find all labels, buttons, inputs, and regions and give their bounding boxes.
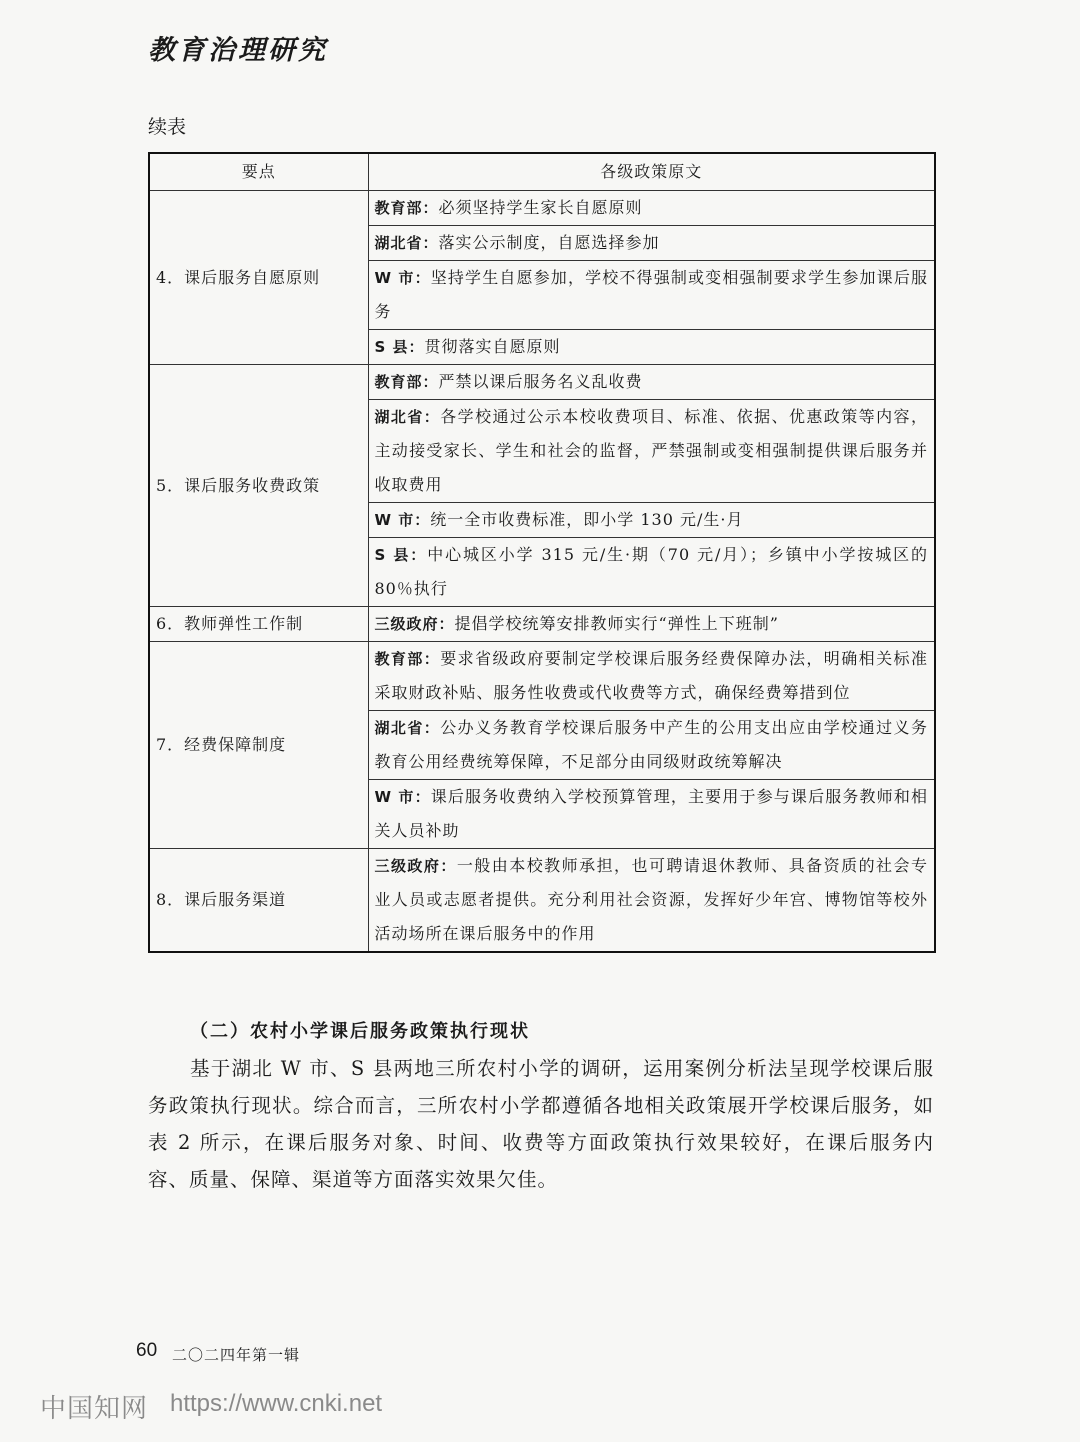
government-level: 三级政府： bbox=[374, 615, 455, 633]
table-row bbox=[149, 849, 935, 953]
policy-text: 要求省级政府要制定学校课后服务经费保障办法，明确相关标准采取财政补贴、服务性收费或代收费等方式，确保经费筹措到位 bbox=[374, 649, 928, 702]
policy-text: 中心城区小学 315 元/生·期（70 元/月）；乡镇中小学按城区的 80％执行 bbox=[374, 545, 928, 598]
policy-text: 贯彻落实自愿原则 bbox=[424, 337, 561, 356]
government-level: 湖北省： bbox=[374, 234, 439, 252]
policy-cell bbox=[368, 849, 935, 953]
government-level: 湖北省： bbox=[374, 408, 441, 426]
column-header-policy-text: 各级政策原文 bbox=[368, 153, 935, 191]
policy-cell bbox=[368, 400, 935, 503]
policy-cell bbox=[368, 780, 935, 849]
policy-text: 必须坚持学生家长自愿原则 bbox=[438, 198, 643, 217]
policy-text: 公办义务教育学校课后服务中产生的公用支出应由学校通过义务教育公用经费统筹保障，不足部分由同级财政统筹解决 bbox=[374, 718, 928, 771]
key-point-cell: 8．课后服务渠道 bbox=[149, 849, 368, 953]
policy-cell bbox=[368, 330, 935, 365]
issue-label: 二〇二四年第一辑 bbox=[172, 1346, 301, 1364]
government-level: S 县： bbox=[374, 338, 425, 356]
policy-text: 严禁以课后服务名义乱收费 bbox=[438, 372, 643, 391]
government-level: S 县： bbox=[374, 546, 428, 564]
column-header-point: 要点 bbox=[149, 153, 368, 191]
government-level: 教育部： bbox=[374, 199, 439, 217]
table-header-row bbox=[149, 153, 935, 191]
table-continued-label: 续表 bbox=[148, 116, 187, 138]
policy-cell bbox=[368, 191, 935, 226]
policy-cell bbox=[368, 365, 935, 400]
policy-text: 提倡学校统筹安排教师实行“弹性上下班制” bbox=[454, 614, 779, 633]
table-row bbox=[149, 642, 935, 711]
policy-cell bbox=[368, 226, 935, 261]
watermark-site-name: 中国知网 bbox=[40, 1394, 149, 1424]
government-level: W 市： bbox=[374, 269, 431, 287]
table-row bbox=[149, 191, 935, 226]
policy-text: 坚持学生自愿参加，学校不得强制或变相强制要求学生参加课后服务 bbox=[374, 268, 928, 321]
government-level: W 市： bbox=[374, 511, 431, 529]
watermark-url: https://www.cnki.net bbox=[170, 1390, 383, 1417]
policy-text: 落实公示制度，自愿选择参加 bbox=[438, 233, 660, 252]
key-point-cell: 7．经费保障制度 bbox=[149, 642, 368, 849]
key-point-cell: 5．课后服务收费政策 bbox=[149, 365, 368, 607]
policy-cell bbox=[368, 538, 935, 607]
policy-cell bbox=[368, 642, 935, 711]
body-paragraph: 基于湖北 W 市、S 县两地三所农村小学的调研，运用案例分析法呈现学校课后服务政策执行现状。综合而言，三所农村小学都遵循各地相关政策展开学校课后服务，如表 2 所示，在课后服务对象、时间、收费等方面政策执行效果较好，在课后服务内容、质量、保障、渠道等方面落实效果欠佳。 bbox=[148, 1057, 934, 1191]
key-point-cell: 6．教师弹性工作制 bbox=[149, 607, 368, 642]
policy-table bbox=[148, 152, 936, 953]
government-level: 教育部： bbox=[374, 373, 439, 391]
government-level: W 市： bbox=[374, 788, 431, 806]
journal-title: 教育治理研究 bbox=[148, 35, 328, 66]
key-point-cell: 4．课后服务自愿原则 bbox=[149, 191, 368, 365]
policy-text: 课后服务收费纳入学校预算管理，主要用于参与课后服务教师和相关人员补助 bbox=[374, 787, 928, 840]
government-level: 湖北省： bbox=[374, 719, 441, 737]
policy-cell bbox=[368, 261, 935, 330]
policy-text: 一般由本校教师承担，也可聘请退休教师、具备资质的社会专业人员或志愿者提供。充分利用社会资源，发挥好少年宫、博物馆等校外活动场所在课后服务中的作用 bbox=[374, 856, 928, 943]
page-number: 60 bbox=[136, 1340, 158, 1361]
policy-cell bbox=[368, 711, 935, 780]
table-row bbox=[149, 365, 935, 400]
government-level: 三级政府： bbox=[374, 857, 457, 875]
policy-cell bbox=[368, 607, 935, 642]
policy-text: 各学校通过公示本校收费项目、标准、依据、优惠政策等内容，主动接受家长、学生和社会的监督，严禁强制或变相强制提供课后服务并收取费用 bbox=[374, 407, 928, 494]
policy-cell bbox=[368, 503, 935, 538]
table-body bbox=[149, 191, 935, 953]
policy-text: 统一全市收费标准，即小学 130 元/生·月 bbox=[430, 510, 744, 529]
section-heading: （二）农村小学课后服务政策执行现状 bbox=[190, 1021, 530, 1042]
government-level: 教育部： bbox=[374, 650, 441, 668]
table-row bbox=[149, 607, 935, 642]
